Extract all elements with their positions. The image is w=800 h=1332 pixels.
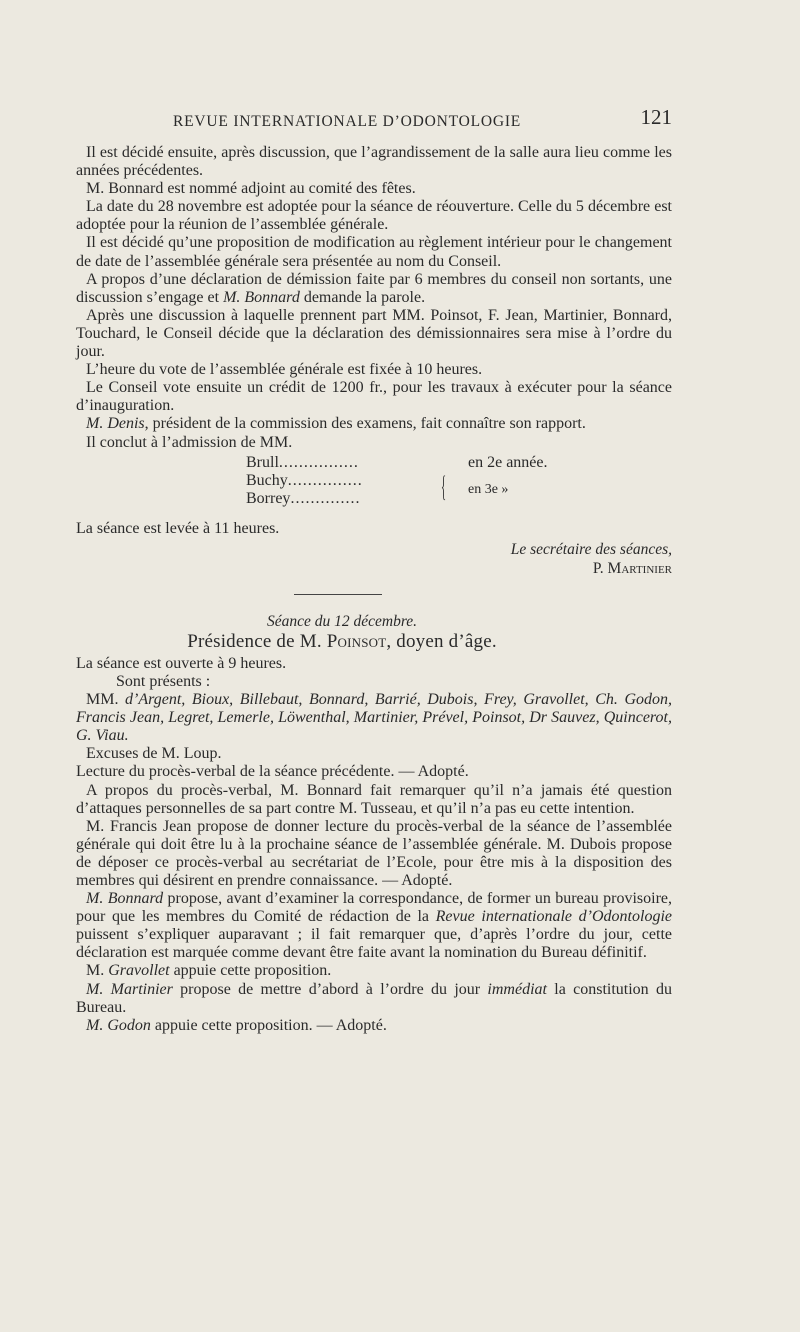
admissions-table (76, 454, 672, 520)
paragraph: La date du 28 novembre est adoptée pour la séance de réouverture. Celle du 5 décembre est adoptée pour la réunion de l’assemblée générale. (76, 198, 672, 234)
person-name: M. Martinier (86, 980, 173, 998)
paragraph (76, 271, 672, 307)
running-title: REVUE INTERNATIONALE D’ODONTOLOGIE (173, 113, 522, 130)
admission-row (246, 490, 360, 508)
body-text (76, 144, 672, 1035)
brace: { (441, 469, 447, 503)
paragraph-text: propose, avant d’examiner la correspondance, de former un bureau provisoire, pour que les membres du Comité de rédaction de la (76, 890, 672, 926)
paragraph (76, 981, 672, 1017)
present-label: Sont présents : (116, 672, 211, 690)
signature-initial: P. (592, 559, 604, 577)
presidence-text: Présidence de M. (187, 630, 327, 652)
paragraph: M. Bonnard est nommé adjoint au comité des fêtes. (86, 180, 416, 198)
paragraph: La séance est ouverte à 9 heures. (76, 654, 287, 672)
session-date: Séance du 12 décembre. (266, 612, 418, 630)
paragraph-text: demande la parole. (299, 288, 426, 306)
paragraph-text: , président de la commission des examens, fait connaître son rapport. (144, 415, 586, 433)
paragraph-text: la constitution du Bureau. (76, 980, 672, 1016)
candidate-name: Buchy (246, 471, 288, 489)
president-name: Poinsot (326, 630, 387, 652)
leader-dots: ............... (287, 471, 363, 489)
running-head (76, 103, 672, 139)
signature (76, 540, 672, 578)
paragraph: Le Conseil vote ensuite un crédit de 1200 fr., pour les travaux à exécuter pour la séance d’inauguration. (76, 379, 672, 415)
closing-line: La séance est levée à 11 heures. (76, 519, 280, 537)
paragraph: Il conclut à l’admission de MM. (86, 433, 293, 451)
admission-row (246, 472, 363, 490)
presidence-text: , doyen d’âge. (386, 630, 497, 652)
person-name: M. Bonnard (223, 288, 300, 306)
paragraph (76, 415, 672, 433)
paragraph: Il est décidé qu’une proposition de modification au règlement intérieur pour le changement de date de l’assemblée générale sera présentée au nom du Conseil. (76, 234, 672, 270)
leader-dots: .............. (290, 489, 361, 507)
paragraph-text: appuie cette proposition. — Adopté. (150, 1016, 387, 1034)
paragraph (76, 962, 672, 980)
paragraph: Lecture du procès-verbal de la séance précédente. — Adopté. (76, 763, 469, 781)
attendees-prefix: MM. (86, 691, 126, 709)
leader-dots: ................ (278, 453, 359, 471)
person-name: Godon (107, 1016, 151, 1034)
signature-name-line (76, 559, 672, 578)
signature-role: Le secrétaire des séances, (510, 540, 672, 558)
grade-label: en 2e année. (468, 453, 548, 471)
paragraph-text: propose de mettre d’abord à l’ordre du jour (172, 980, 488, 998)
admission-row (246, 454, 359, 472)
paragraph: Après une discussion à laquelle prennent part MM. Poinsot, F. Jean, Martinier, Bonnard, Touchard, le Conseil décide que la déclaration des démissionnaires sera mise à l’ordre du jour. (76, 306, 672, 361)
paragraph (76, 1017, 672, 1035)
paragraph: A propos du procès-verbal, M. Bonnard fait remarquer qu’il n’a jamais été question d’attaques personnelles de sa part contre M. Tusseau, et qu’il n’a pas eu cette intention. (76, 781, 672, 817)
person-prefix: M. (86, 1016, 108, 1034)
paragraph: Il est décidé ensuite, après discussion, que l’agrandissement de la salle aura lieu comme les années précédentes. (76, 144, 672, 180)
paragraph-text: appuie cette proposition. (169, 962, 332, 980)
paragraph: Excuses de M. Loup. (86, 745, 222, 763)
person-name: M. Denis (86, 415, 145, 433)
candidate-name: Borrey (246, 489, 291, 507)
paragraph (76, 890, 672, 962)
attendees-names: d’Argent, Bioux, Billebaut, Bonnard, Barrié, Dubois, Frey, Gravollet, Ch. Godon, Francis Jean, Legret, Lemerle, Löwenthal, Martinier, Prével, Poinsot, Dr Sauvez, Quincerot, G. Viau. (76, 691, 673, 745)
paragraph-text: A propos d’une déclaration de démission faite par 6 membres du conseil non sortants, une discussion s’engage et (76, 270, 672, 306)
journal-title: Revue internationale d’Odontologie (435, 908, 672, 926)
emphasis: immédiat (487, 980, 547, 998)
person-name: M. Bonnard (86, 890, 164, 908)
attendees (76, 691, 672, 745)
section-divider (294, 594, 382, 595)
page-number: 121 (640, 105, 672, 129)
grade-label: en 3e » (468, 481, 509, 497)
paragraph: L’heure du vote de l’assemblée générale est fixée à 10 heures. (86, 361, 483, 379)
candidate-name: Brull (246, 453, 279, 471)
signature-name: Martinier (607, 559, 672, 577)
paragraph-text: M. (86, 962, 109, 980)
paragraph: M. Francis Jean propose de donner lecture du procès-verbal de la séance de l’assemblée générale qui doit être lu à la prochaine séance de l’assemblée générale. M. Dubois propose de déposer ce procès-verbal au secrétariat de l’Ecole, pour être mis à la disposition des membres qui désirent en prendre connaissance. — Adopté. (76, 817, 672, 889)
person-name: Gravollet (108, 962, 170, 980)
presidence-line (44, 630, 640, 652)
paragraph-text: puissent s’expliquer auparavant ; il fait remarquer que, d’après l’ordre du jour, cette déclaration est marquée comme devant être faite avant la nomination du Bureau définitif. (76, 926, 672, 962)
